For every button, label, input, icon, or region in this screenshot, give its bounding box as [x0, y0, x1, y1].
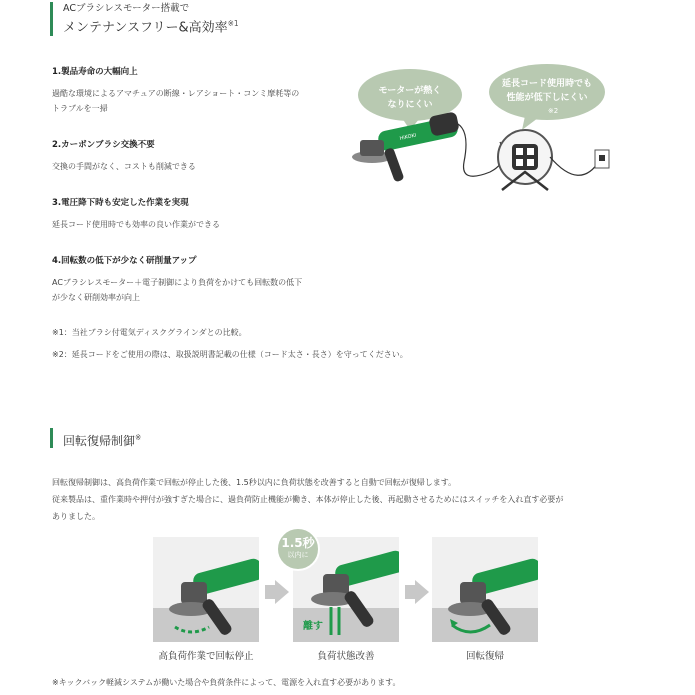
feature-body-line: が少なく研削効率が向上 — [52, 293, 140, 302]
feature-body: 交換の手間がなく、コストも削減できる — [52, 162, 196, 171]
section-subtitle: ACブラシレスモーター搭載で — [63, 3, 190, 14]
step-caption-1: 高負荷作業で回転停止 — [158, 651, 254, 662]
footnote: ※キックバック軽減システムが働いた場合や負荷条件によって、電源を入れ直す必要があります。 — [52, 678, 401, 687]
step-caption-3: 回転復帰 — [465, 651, 504, 662]
note-2: ※2：延長コードをご使用の際は、取扱説明書記載の仕様（コード太さ・長さ）を守ってください。 — [52, 350, 408, 359]
feature-heading: 1.製品寿命の大幅向上 — [52, 67, 138, 77]
grinder-icon — [432, 537, 538, 642]
section-accent-bar — [50, 2, 53, 36]
description — [52, 474, 652, 525]
speech-bubble-tail — [522, 116, 538, 130]
section-title — [63, 428, 141, 448]
section-accent-bar — [50, 428, 53, 448]
step-panel-3 — [432, 537, 538, 642]
time-badge — [276, 527, 320, 571]
step-arrow-icon — [415, 580, 429, 604]
feature-heading: 4.回転数の低下が少なく研削量アップ — [52, 256, 197, 266]
section-header-restart — [50, 428, 141, 448]
description-line: 回転復帰制御は、高負荷作業で回転が停止した後、1.5秒以内に負荷状態を改善すると自動で回転が復帰します。 — [52, 478, 457, 487]
bubble2-line2: 性能が低下しにくい — [506, 93, 588, 103]
step-caption-2: 負荷状態改善 — [317, 651, 375, 662]
feature-body — [52, 86, 352, 116]
power-cord — [458, 124, 503, 176]
feature-body-line: ACブラシレスモーター＋電子制御により負荷をかけても回転数の低下 — [52, 278, 303, 287]
feature-heading: 2.カーボンブラシ交換不要 — [52, 140, 155, 150]
brand-label: HiKOKI — [399, 132, 417, 142]
grinder-icon — [153, 537, 259, 642]
step-arrow — [265, 585, 275, 599]
section-title-text: 回転復帰制御 — [63, 434, 136, 448]
feature-body-line: トラブルを一掃 — [52, 104, 108, 113]
bubble1-line2: なりにくい — [387, 100, 433, 110]
section-title-sup: ※1 — [227, 19, 239, 28]
feature-body-line: 過酷な環境によるアマチュアの断線・レアショート・コンミ摩耗等の — [52, 89, 300, 98]
bubble2-line1: 延長コード使用時でも — [501, 79, 593, 89]
grinder-cord-reel-illustration — [350, 62, 640, 197]
section-title — [63, 15, 239, 37]
badge-within: 以内に — [287, 551, 309, 559]
step-arrow — [405, 585, 415, 599]
description-line: 従来製品は、重作業時や押付が強すぎた場合に、過負荷防止機能が働き、本体が停止した後、再起動させるためにはスイッチを入れ直す必要が — [52, 495, 564, 504]
feature-1 — [52, 66, 352, 116]
release-label: 離す — [303, 621, 323, 632]
note-1: ※1：当社ブラシ付電気ディスクグラインダとの比較。 — [52, 328, 247, 337]
description-line: ありました。 — [52, 512, 100, 521]
wall-outlet-icon — [595, 150, 609, 168]
section-header-brushless — [50, 2, 239, 36]
feature-body — [52, 275, 352, 305]
feature-2 — [52, 139, 352, 174]
feature-4 — [52, 255, 352, 305]
step-arrow-icon — [275, 580, 289, 604]
section-title-sup: ※ — [135, 433, 142, 442]
feature-3 — [52, 197, 352, 232]
cord-reel-icon — [498, 130, 552, 190]
bubble1-line1: モーターが熱く — [378, 86, 442, 96]
feature-body: 延長コード使用時でも効率の良い作業ができる — [52, 220, 220, 229]
section-title-text: メンテナンスフリー&高効率 — [63, 20, 228, 36]
step-panel-1 — [153, 537, 259, 642]
bubble2-note: ※2 — [547, 107, 559, 115]
power-cord — [550, 157, 600, 175]
feature-heading: 3.電圧降下時も安定した作業を実現 — [52, 198, 189, 208]
badge-time: 1.5秒 — [281, 536, 315, 550]
